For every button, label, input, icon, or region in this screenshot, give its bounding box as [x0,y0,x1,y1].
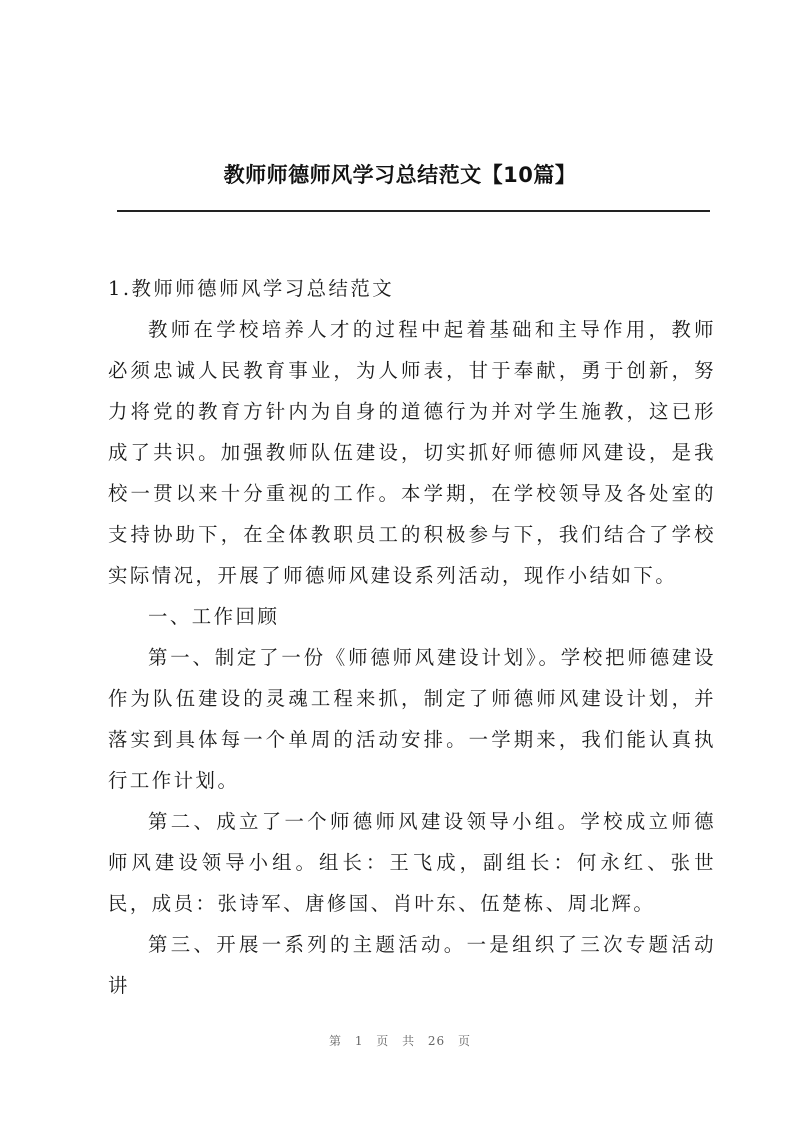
document-title: 教师师德师风学习总结范文【10篇】 [223,163,577,187]
section-heading: 1.教师师德师风学习总结范文 [108,277,395,300]
body-paragraph: 第三、开展一系列的主题活动。一是组织了三次专题活动讲 [108,933,716,997]
body-paragraph: 教师在学校培养人才的过程中起着基础和主导作用，教师必须忠诚人民教育事业，为人师表，甘于奉献，勇于创新，努力将党的教育方针内为自身的道德行为并对学生施教，这已形成了共识。加强教师队伍建设，切实抓好师德师风建设，是我校一贯以来十分重视的工作。本学期，在学校领导及各处室的支持协助下，在全体教职员工的积极参与下，我们结合了学校实际情况，开展了师德师风建设系列活动，现作小结如下。 [108,318,716,587]
body-paragraph: 第一、制定了一份《师德师风建设计划》。学校把师德建设作为队伍建设的灵魂工程来抓，制定了师德师风建设计划，并落实到具体每一个单周的活动安排。一学期来，我们能认真执行工作计划。 [108,646,716,792]
page-number-footer: 第 1 页 共 26 页 [329,1034,471,1048]
subsection-heading: 一、工作回顾 [148,605,280,628]
title-underline [117,210,710,212]
document-body [108,268,716,1006]
body-paragraph: 第二、成立了一个师德师风建设领导小组。学校成立师德师风建设领导小组。组长：王飞成，副组长：何永红、张世民，成员：张诗军、唐修国、肖叶东、伍楚栋、周北辉。 [108,810,716,915]
